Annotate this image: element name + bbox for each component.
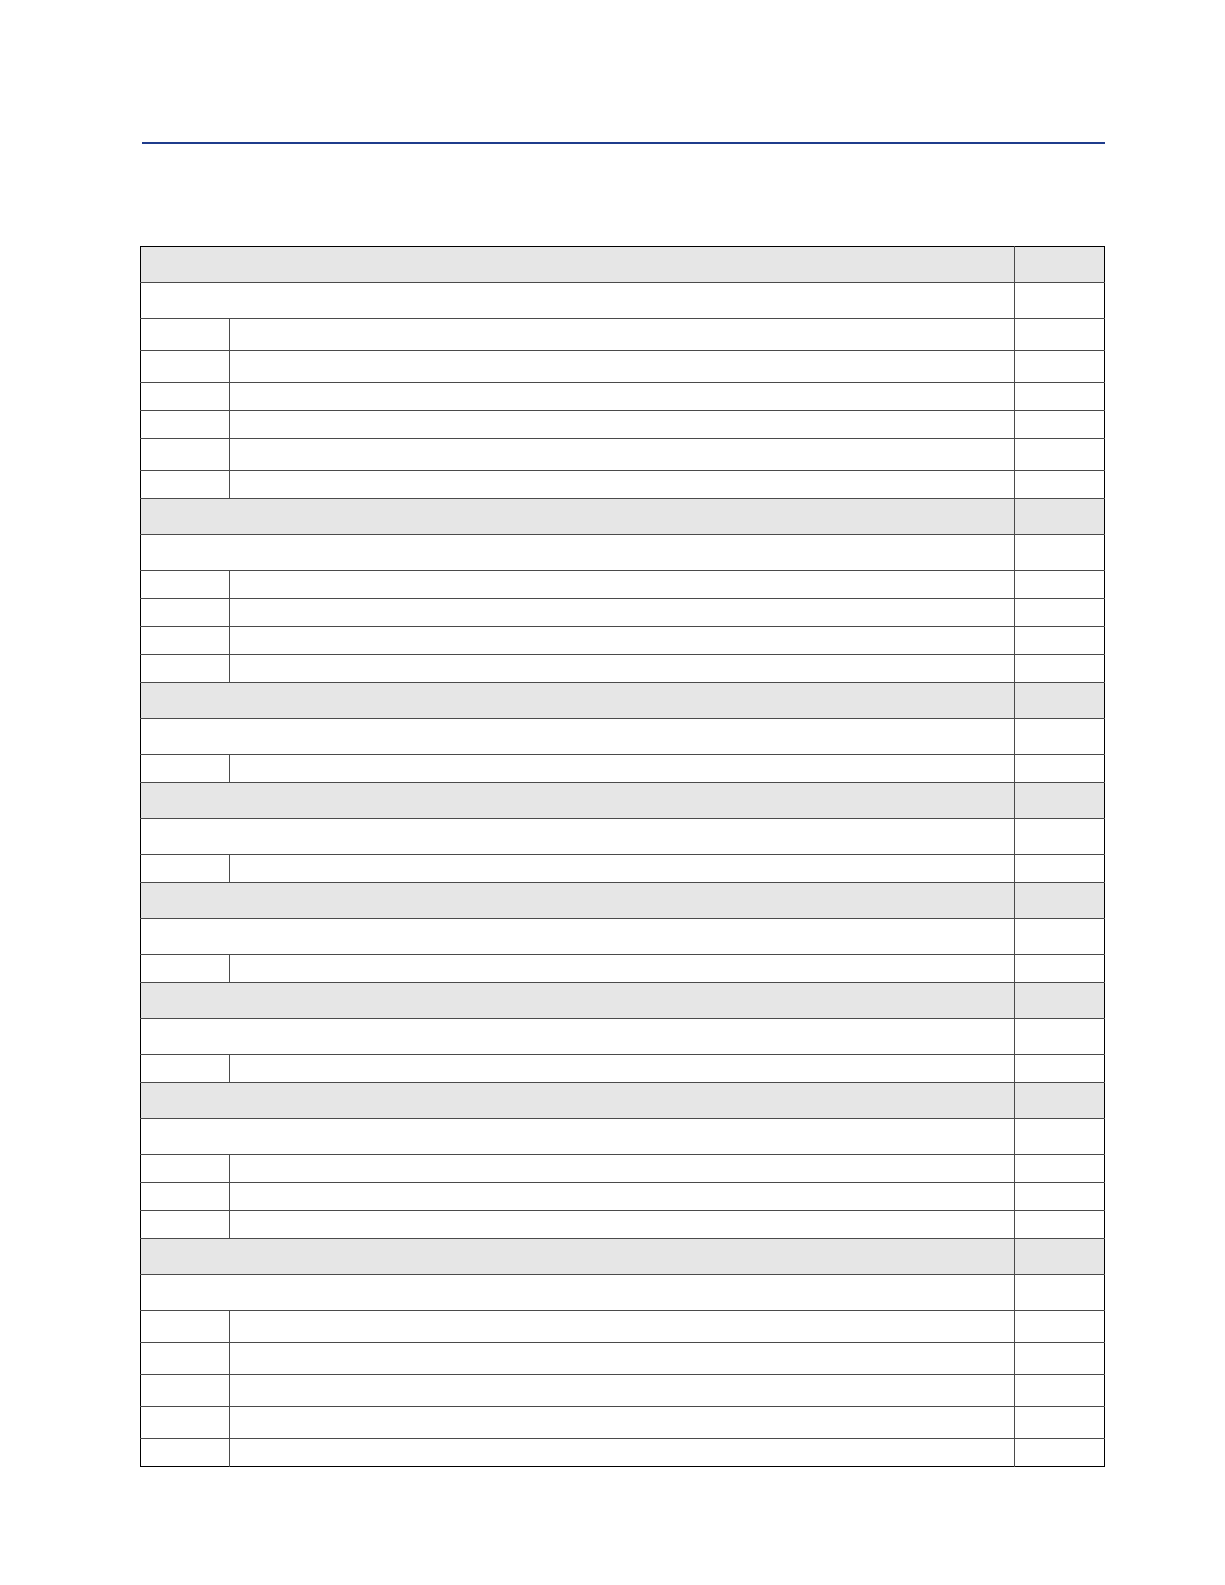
item-value-cell [1015, 439, 1105, 471]
subheader-value-cell [1015, 535, 1105, 571]
form-table [140, 246, 1105, 1467]
item-code-cell [141, 627, 230, 655]
item-value-cell [1015, 755, 1105, 783]
item-value-cell [1015, 1407, 1105, 1439]
item-code-cell [141, 955, 230, 983]
item-code-cell [141, 319, 230, 351]
section-title [141, 983, 1015, 1019]
item-description [230, 599, 1015, 627]
subheader-text [141, 919, 1015, 955]
item-value-cell [1015, 627, 1105, 655]
item-code-cell [141, 1343, 230, 1375]
item-row [141, 1311, 1105, 1343]
section-value-cell [1015, 247, 1105, 283]
item-code-cell [141, 383, 230, 411]
item-description [230, 1375, 1015, 1407]
item-description [230, 351, 1015, 383]
item-description [230, 1155, 1015, 1183]
item-row [141, 383, 1105, 411]
section-value-cell [1015, 1239, 1105, 1275]
item-row [141, 351, 1105, 383]
item-row [141, 955, 1105, 983]
item-row [141, 439, 1105, 471]
item-row [141, 627, 1105, 655]
item-row [141, 1183, 1105, 1211]
item-value-cell [1015, 599, 1105, 627]
subheader-text [141, 819, 1015, 855]
section-value-cell [1015, 983, 1105, 1019]
section-value-cell [1015, 683, 1105, 719]
item-row [141, 1407, 1105, 1439]
subheader-value-cell [1015, 283, 1105, 319]
section-title [141, 499, 1015, 535]
item-value-cell [1015, 471, 1105, 499]
item-value-cell [1015, 1375, 1105, 1407]
item-value-cell [1015, 1155, 1105, 1183]
section-header-row [141, 983, 1105, 1019]
item-row [141, 599, 1105, 627]
item-description [230, 1211, 1015, 1239]
item-value-cell [1015, 319, 1105, 351]
item-code-cell [141, 1055, 230, 1083]
item-code-cell [141, 599, 230, 627]
item-row [141, 319, 1105, 351]
item-row [141, 1375, 1105, 1407]
subheader-row [141, 535, 1105, 571]
subheader-row [141, 719, 1105, 755]
item-row [141, 655, 1105, 683]
subheader-row [141, 1119, 1105, 1155]
item-code-cell [141, 351, 230, 383]
section-title [141, 883, 1015, 919]
item-value-cell [1015, 411, 1105, 439]
item-description [230, 1407, 1015, 1439]
item-description [230, 383, 1015, 411]
item-code-cell [141, 411, 230, 439]
item-value-cell [1015, 1183, 1105, 1211]
item-code-cell [141, 755, 230, 783]
section-header-row [141, 247, 1105, 283]
item-description [230, 439, 1015, 471]
section-header-row [141, 1239, 1105, 1275]
item-value-cell [1015, 1343, 1105, 1375]
section-header-row [141, 683, 1105, 719]
subheader-text [141, 1019, 1015, 1055]
subheader-text [141, 1119, 1015, 1155]
item-value-cell [1015, 655, 1105, 683]
subheader-row [141, 819, 1105, 855]
item-value-cell [1015, 855, 1105, 883]
item-code-cell [141, 855, 230, 883]
subheader-text [141, 535, 1015, 571]
subheader-value-cell [1015, 719, 1105, 755]
item-code-cell [141, 1311, 230, 1343]
section-title [141, 1239, 1015, 1275]
subheader-text [141, 1275, 1015, 1311]
item-description [230, 1343, 1015, 1375]
item-description [230, 655, 1015, 683]
item-value-cell [1015, 1055, 1105, 1083]
item-value-cell [1015, 1311, 1105, 1343]
item-description [230, 955, 1015, 983]
section-title [141, 1083, 1015, 1119]
item-row [141, 1055, 1105, 1083]
item-description [230, 855, 1015, 883]
section-value-cell [1015, 883, 1105, 919]
section-value-cell [1015, 499, 1105, 535]
item-code-cell [141, 1211, 230, 1239]
item-code-cell [141, 1183, 230, 1211]
section-title [141, 683, 1015, 719]
item-row [141, 411, 1105, 439]
item-row [141, 855, 1105, 883]
item-description [230, 755, 1015, 783]
subheader-row [141, 1019, 1105, 1055]
item-row [141, 755, 1105, 783]
item-row [141, 471, 1105, 499]
section-header-row [141, 783, 1105, 819]
section-value-cell [1015, 1083, 1105, 1119]
item-row [141, 1439, 1105, 1467]
item-row [141, 1155, 1105, 1183]
subheader-row [141, 919, 1105, 955]
item-row [141, 571, 1105, 599]
item-row [141, 1343, 1105, 1375]
item-value-cell [1015, 955, 1105, 983]
item-description [230, 471, 1015, 499]
item-value-cell [1015, 383, 1105, 411]
section-header-row [141, 883, 1105, 919]
subheader-text [141, 719, 1015, 755]
subheader-value-cell [1015, 919, 1105, 955]
subheader-text [141, 283, 1015, 319]
item-description [230, 1311, 1015, 1343]
item-code-cell [141, 1407, 230, 1439]
section-title [141, 247, 1015, 283]
item-value-cell [1015, 351, 1105, 383]
section-title [141, 783, 1015, 819]
item-description [230, 1439, 1015, 1467]
form-table-body [141, 247, 1105, 1467]
item-description [230, 411, 1015, 439]
item-value-cell [1015, 1439, 1105, 1467]
item-code-cell [141, 571, 230, 599]
subheader-value-cell [1015, 819, 1105, 855]
item-code-cell [141, 1375, 230, 1407]
item-code-cell [141, 471, 230, 499]
item-code-cell [141, 439, 230, 471]
item-value-cell [1015, 1211, 1105, 1239]
section-header-row [141, 1083, 1105, 1119]
item-description [230, 571, 1015, 599]
subheader-value-cell [1015, 1019, 1105, 1055]
subheader-row [141, 1275, 1105, 1311]
item-code-cell [141, 1439, 230, 1467]
item-description [230, 1183, 1015, 1211]
item-value-cell [1015, 571, 1105, 599]
subheader-value-cell [1015, 1119, 1105, 1155]
item-code-cell [141, 655, 230, 683]
item-description [230, 1055, 1015, 1083]
section-value-cell [1015, 783, 1105, 819]
item-code-cell [141, 1155, 230, 1183]
subheader-row [141, 283, 1105, 319]
item-description [230, 319, 1015, 351]
item-description [230, 627, 1015, 655]
header-rule [142, 142, 1105, 144]
item-row [141, 1211, 1105, 1239]
section-header-row [141, 499, 1105, 535]
subheader-value-cell [1015, 1275, 1105, 1311]
